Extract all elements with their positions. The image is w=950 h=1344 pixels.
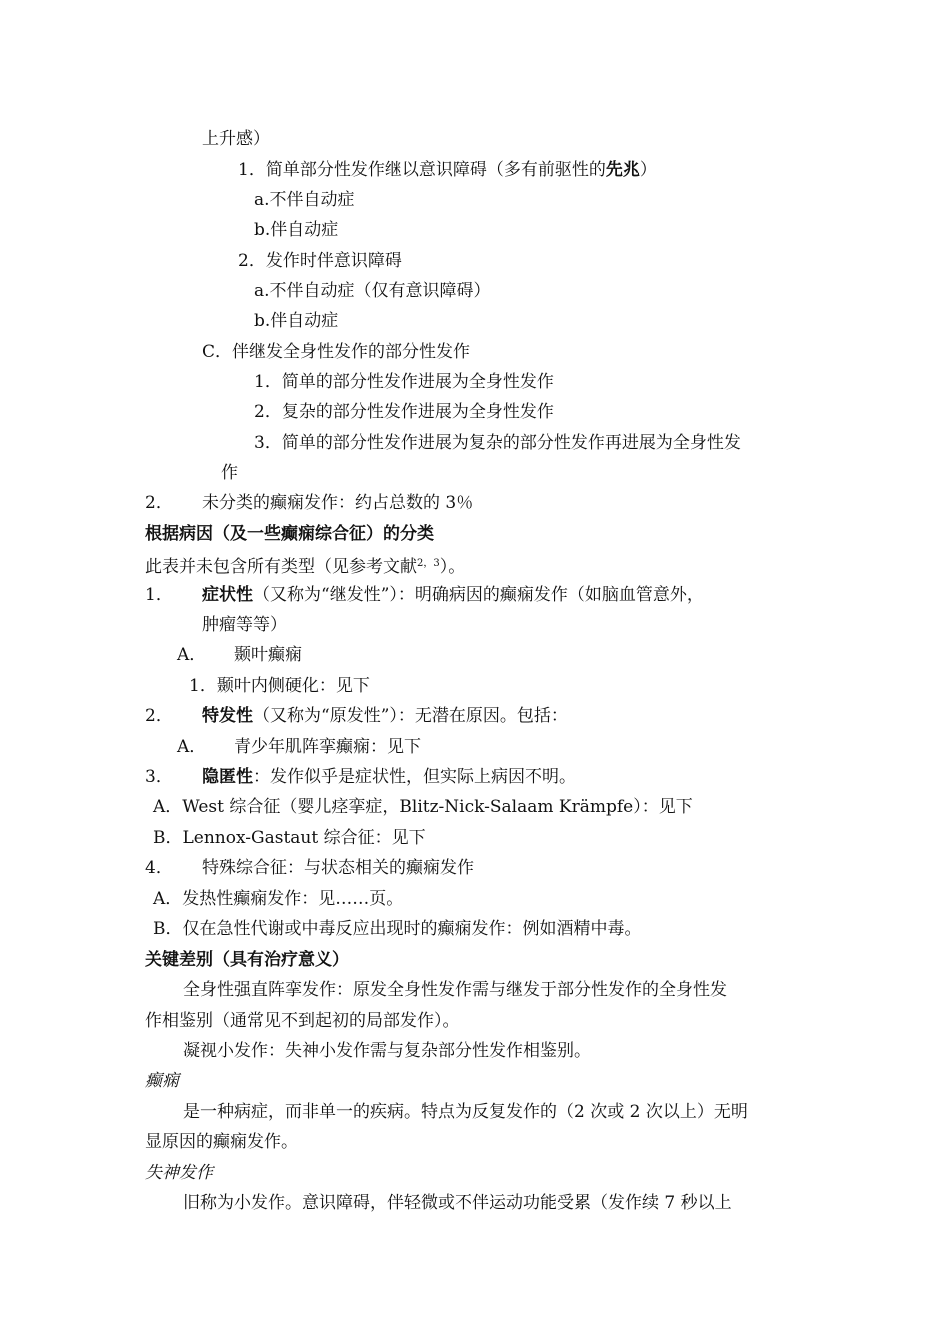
term-heading: 失神发作 (145, 1163, 213, 1183)
text-line: b.伴自动症 (254, 220, 339, 240)
text-line: A．发热性癫痫发作：见……页。 (153, 889, 404, 909)
text-line: 上升感） (202, 129, 270, 149)
text-line: 2． 未分类的癫痫发作：约占总数的 3％ (145, 493, 474, 513)
text-line: a.不伴自动症（仅有意识障碍） (254, 281, 491, 301)
text-line: a.不伴自动症 (254, 190, 355, 210)
text-line: 2．发作时伴意识障碍 (238, 251, 402, 271)
term-heading: 癫痫 (145, 1071, 179, 1091)
text-line: C．伴继发全身性发作的部分性发作 (202, 342, 471, 362)
text-line: 作 (221, 463, 238, 483)
text-line: 1． 症状性（又称为“继发性”）：明确病因的癫痫发作（如脑血管意外， (145, 585, 704, 605)
text-line: 全身性强直阵挛发作：原发全身性发作需与继发于部分性发作的全身性发 (183, 980, 727, 1000)
text-line: b.伴自动症 (254, 311, 339, 331)
text-line: 1．颞叶内侧硬化：见下 (189, 676, 370, 696)
section-heading: 关键差别（具有治疗意义） (145, 950, 349, 970)
text-line: 3． 隐匿性：发作似乎是症状性，但实际上病因不明。 (145, 767, 576, 787)
text-line: 2．复杂的部分性发作进展为全身性发作 (254, 402, 554, 422)
text-line: 肿瘤等等） (202, 615, 287, 635)
text-line: A． 颞叶癫痫 (177, 645, 302, 665)
text-line: 3．简单的部分性发作进展为复杂的部分性发作再进展为全身性发 (254, 433, 741, 453)
text-line: 旧称为小发作。意识障碍，伴轻微或不伴运动功能受累（发作续 7 秒以上 (183, 1193, 732, 1213)
text-line: 作相鉴别（通常见不到起初的局部发作）。 (145, 1011, 460, 1031)
text-line: 4． 特殊综合征：与状态相关的癫痫发作 (145, 858, 474, 878)
text-line: 1．简单的部分性发作进展为全身性发作 (254, 372, 554, 392)
text-line: 此表并未包含所有类型（见参考文献$^{2,3}$）。 (145, 557, 466, 577)
text-line: B．Lennox-Gastaut 综合征：见下 (153, 828, 426, 848)
section-heading: 根据病因（及一些癫痫综合征）的分类 (145, 524, 434, 544)
text-line: A．West 综合征（婴儿痉挛症，Blitz-Nick-Salaam Krämpfe）：见下 (153, 797, 693, 817)
text-line: A． 青少年肌阵挛癫痫：见下 (177, 737, 421, 757)
text-line: 是一种病症，而非单一的疾病。特点为反复发作的（2 次或 2 次以上）无明 (183, 1102, 748, 1122)
text-line: 凝视小发作：失神小发作需与复杂部分性发作相鉴别。 (183, 1041, 591, 1061)
text-line: 显原因的癫痫发作。 (145, 1132, 298, 1152)
text-line: B．仅在急性代谢或中毒反应出现时的癫痫发作：例如酒精中毒。 (153, 919, 642, 939)
text-line: 2． 特发性（又称为“原发性”）：无潜在原因。包括： (145, 706, 568, 726)
text-line: 1．简单部分性发作继以意识障碍（多有前驱性的先兆） (238, 160, 657, 180)
